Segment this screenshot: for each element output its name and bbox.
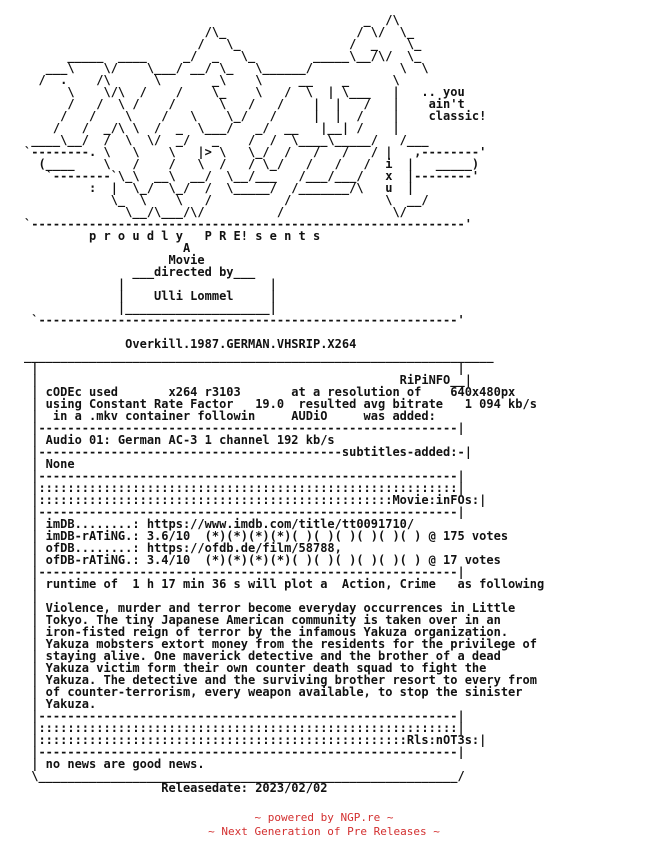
nfo-line: | imDB-rATiNG.: 3.6/10 (*)(*)(*)(*)( )( )( )( )( )( ) @ 175 votes [24, 529, 509, 543]
nfo-line: \__/\___/\/ / \/ [24, 205, 444, 219]
nfo-line: ___directed by___ [24, 265, 256, 279]
nfo-line: | | [24, 361, 465, 375]
nfo-line: | Yakuza. [24, 697, 97, 711]
nfo-line: |----------------------------------------------------------| [24, 505, 465, 519]
nfo-line: _____ ____ _/ _ \_ _____\__/\/ \_ [24, 49, 429, 63]
nfo-line: | staying alive. One maverick detective and the brother of a dead [24, 649, 501, 663]
nfo-line: | Ulli Lommel | [24, 289, 277, 303]
nfo-line: | | [24, 277, 277, 291]
nfo-line: /\_ / \/ \_ [24, 25, 415, 39]
nfo-line: |----------------------------------------------------------| [24, 421, 465, 435]
nfo-line: | cODEc used x264 r3103 at a resolution of 640x480px [24, 385, 516, 399]
nfo-line: A [24, 241, 191, 255]
nfo-line: | iron-fisted reign of terror by the infamous Yakuza organization. [24, 625, 509, 639]
nfo-line: |:::::::::::::::::::::::::::::::::::::::::::::::::Movie:inFOs:| [24, 493, 487, 507]
nfo-line: \ \/\ / / \_ \ / \ | \___ | .. you [24, 85, 465, 99]
nfo-line: | Yakuza victim form their own counter death squad to fight the [24, 661, 487, 675]
nfo-line: |----------------------------------------------------------| [24, 565, 465, 579]
nfo-line: | no news are good news. [24, 757, 205, 771]
nfo-line: | ofDB........: https://ofdb.de/film/58788, [24, 541, 342, 555]
nfo-line: / . /\ \ _\ \ __ _ \ [24, 73, 422, 87]
nfo-line: Movie [24, 253, 205, 267]
nfo-line: |::::::::::::::::::::::::::::::::::::::::::::::::::::::::::| [24, 721, 465, 735]
nfo-line: : | \_/ \_/ / \_____/ /_______/\ u | [24, 181, 444, 195]
nfo-line: |::::::::::::::::::::::::::::::::::::::::::::::::::::::::::| [24, 481, 465, 495]
nfo-line: | in a .mkv container followin AUDiO was added: [24, 409, 436, 423]
nfo-line: | Yakuza mobsters extort money from the residents for the privilege of [24, 637, 537, 651]
nfo-line: | Yakuza. The detective and the surviving brother resort to every from [24, 673, 537, 687]
nfo-line: _________________________________________________________________ [24, 349, 494, 363]
nfo-line: / / _/\ \ / _ \___/ _/ __ |__| / | [24, 121, 407, 135]
nfo-line: | imDB........: https://www.imdb.com/title/tt0091710/ [24, 517, 415, 531]
nfo-line: | of counter-terrorism, every weapon available, to stop the sinister [24, 685, 523, 699]
nfo-line: | runtime of 1 h 17 min 36 s will plot a Action, Crime as following [24, 577, 545, 591]
nfo-line: ____\__/ / \ \/ _/ _ / / \____\_____/ /___ [24, 133, 458, 147]
nfo-line: _ /\ [24, 13, 422, 27]
nfo-line: \__________________________________________________________/ [24, 769, 465, 783]
nfo-line: |----------------------------------------------------------| [24, 709, 465, 723]
nfo-line: | [24, 589, 39, 603]
nfo-line: `--------. \ \ \ |> \ \_/ / / / / | ,--------' [24, 145, 487, 159]
footer-powered-by: ~ powered by NGP.re ~ [254, 811, 394, 824]
nfo-line: |----------------------------------------------------------| [24, 469, 465, 483]
nfo-line: `------------------------------------------------------------' [24, 217, 472, 231]
nfo-line: | Audio 01: German AC-3 1 channel 192 kb/s [24, 433, 335, 447]
nfo-line: ___\ \/ \___/ __/ \_ \______/ \ \ [24, 61, 429, 75]
nfo-line: |----------------------------------------------------------| [24, 745, 465, 759]
nfo-line: | Tokyo. The tiny Japanese American community is taken over in an [24, 613, 501, 627]
nfo-line: (____ \ / / \ / / \_/ / / / i | _____) [24, 157, 480, 171]
nfo-line: | RiPiNFO__| [24, 373, 472, 387]
nfo-line: |------------------------------------------subtitles-added:-| [24, 445, 472, 459]
nfo-line: |____________________| [24, 301, 277, 315]
nfo-line: / / \ / \ \_/ / | | / | classic! [24, 109, 487, 123]
nfo-line: Releasedate: 2023/02/02 [24, 781, 328, 795]
nfo-line: Overkill.1987.GERMAN.VHSRIP.X264 [24, 337, 357, 351]
nfo-line: |:::::::::::::::::::::::::::::::::::::::::::::::::::Rls:nOT3s:| [24, 733, 487, 747]
nfo-line: p r o u d l y P R E! s e n t s [24, 229, 364, 243]
nfo-line: / / \ / / \ / / | | / | ain't [24, 97, 465, 111]
footer-tagline: ~ Next Generation of Pre Releases ~ [208, 825, 440, 838]
nfo-line: | Violence, murder and terror become everyday occurrences in Little [24, 601, 516, 615]
nfo-line: `----------------------------------------------------------' [24, 313, 465, 327]
nfo-line: \_ \ \ / / \ __/ [24, 193, 451, 207]
nfo-line: | using Constant Rate Factor 19.0 resulted avg bitrate 1 094 kb/s [24, 397, 537, 411]
footer [0, 811, 648, 839]
nfo-line: `--------`\_\ __\ __/ \__/___ /___/___/ x |--------' [24, 169, 480, 183]
nfo-line: | None [24, 457, 75, 471]
nfo-line: | ofDB-rATiNG.: 3.4/10 (*)(*)(*)(*)( )( )( )( )( )( ) @ 17 votes [24, 553, 501, 567]
nfo-line: / \_ / _ \_ [24, 37, 422, 51]
